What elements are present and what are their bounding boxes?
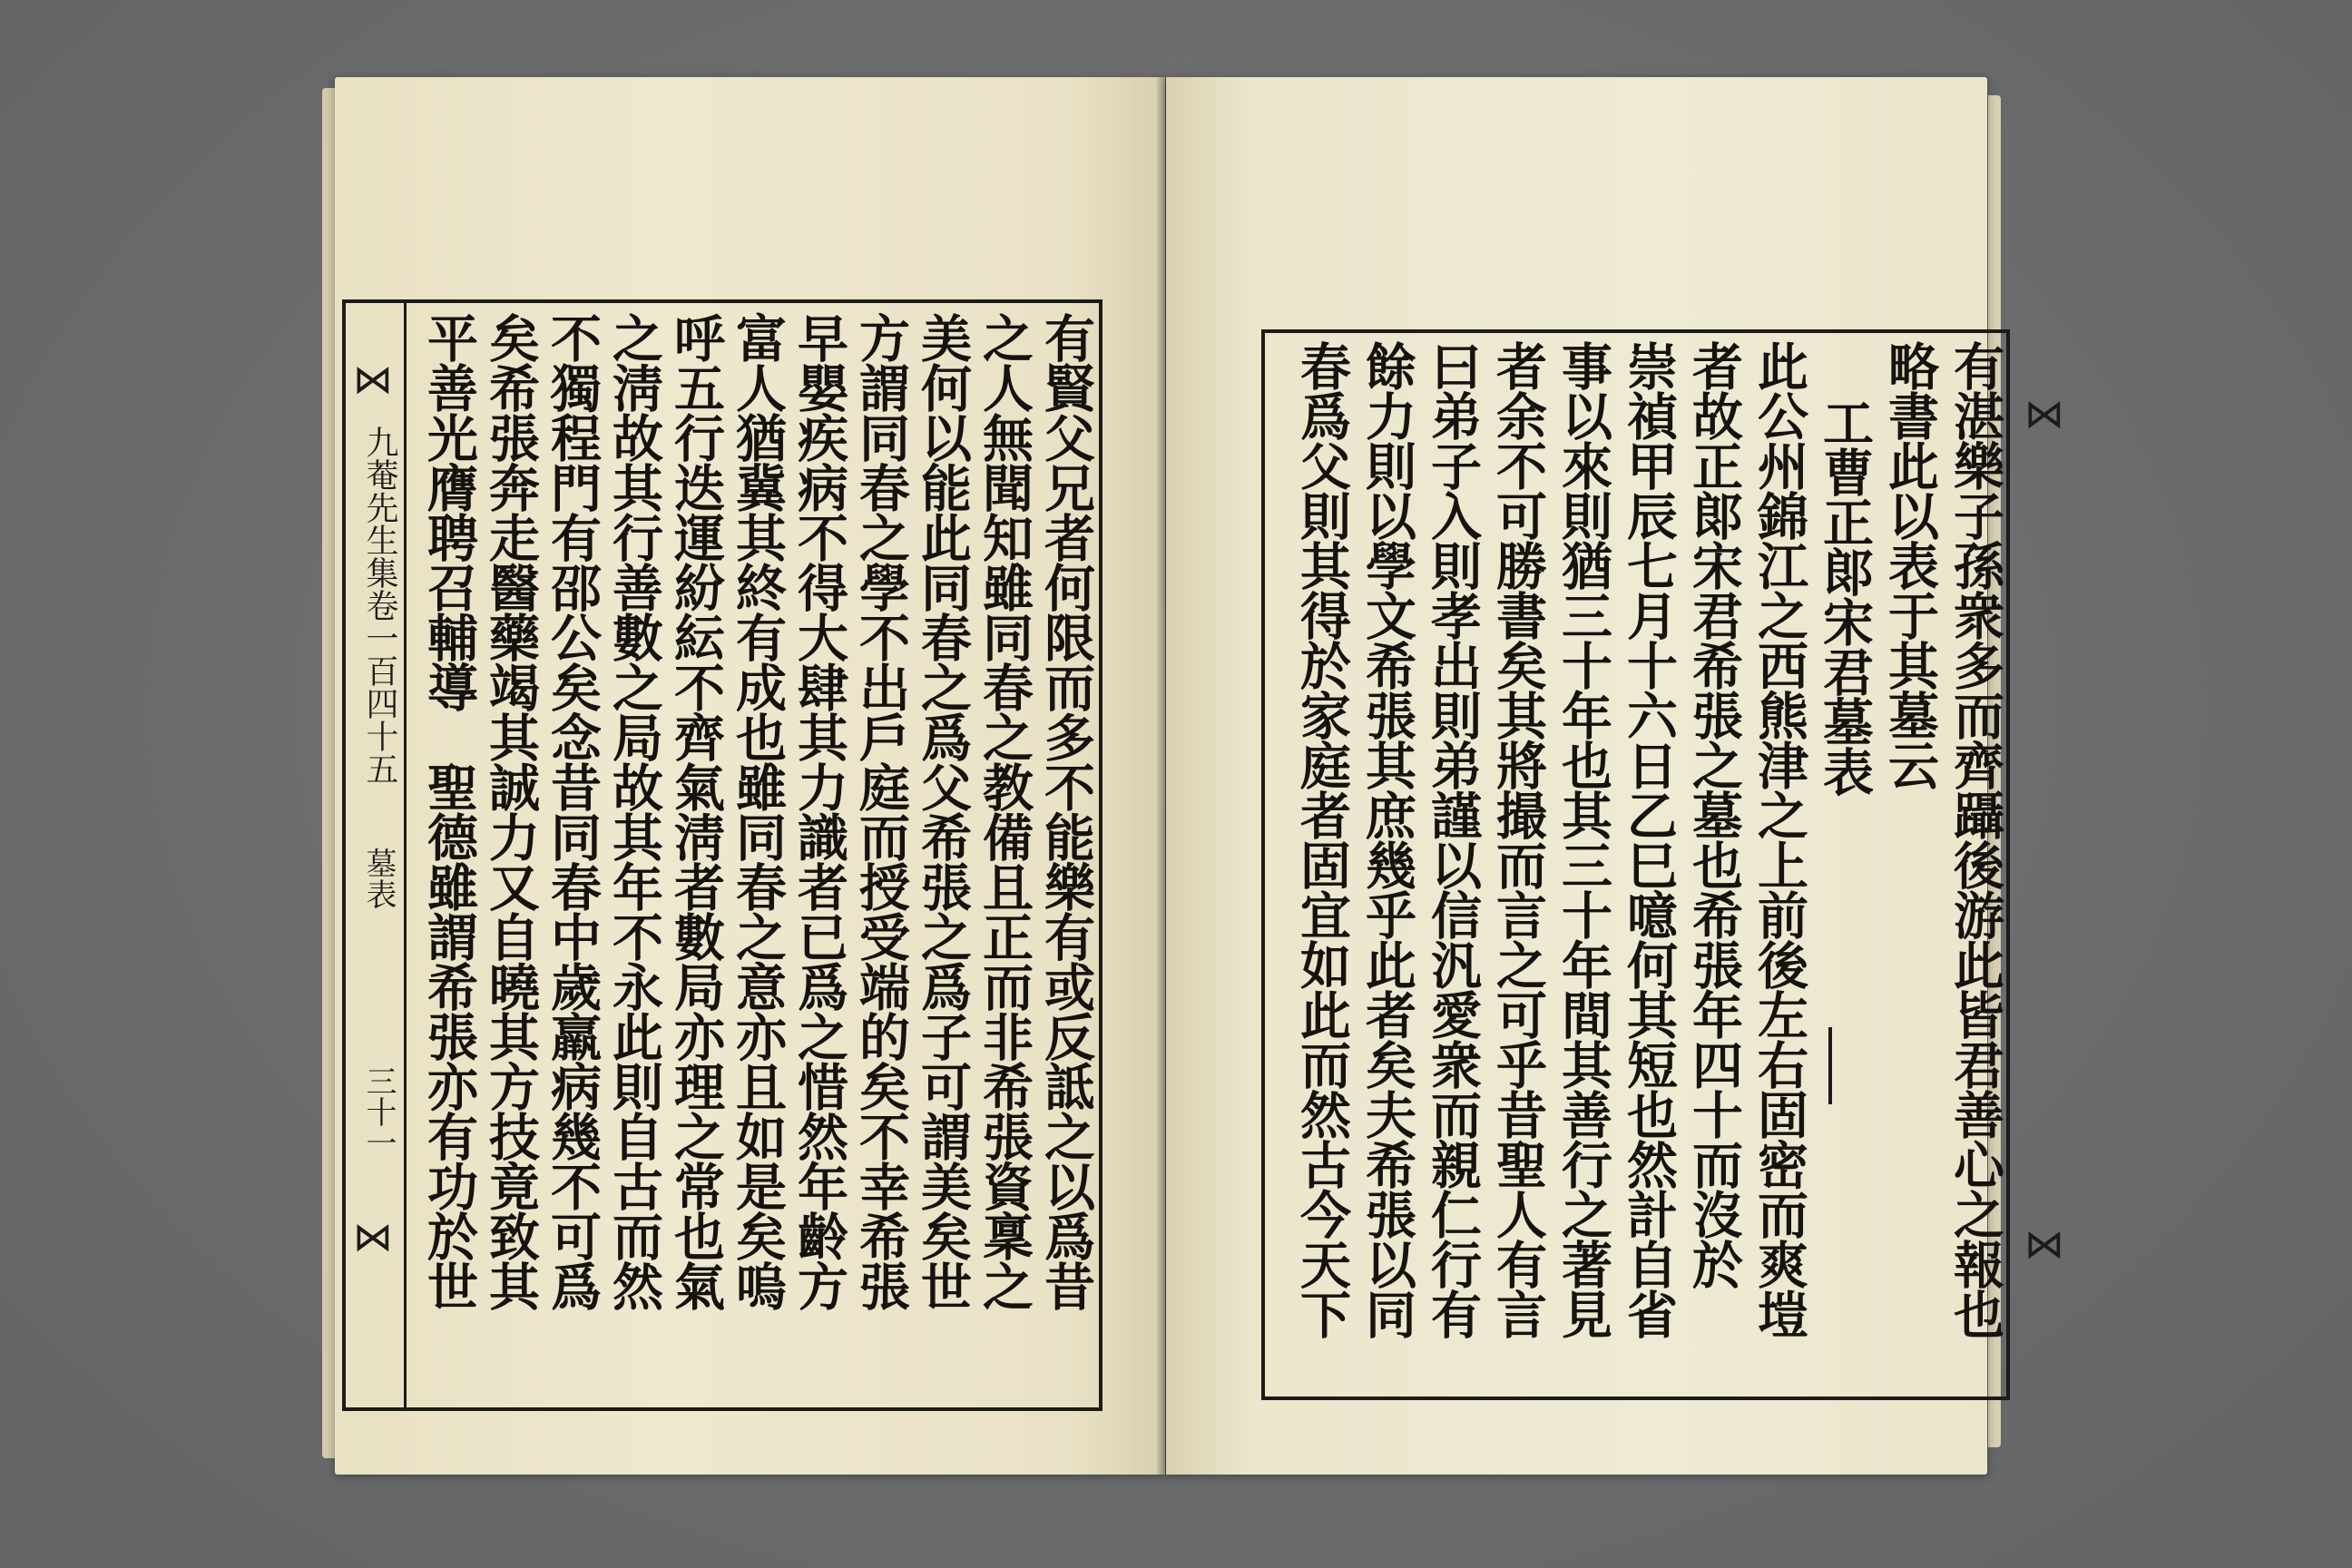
text-column: 早嬰疾病不得大肆其力識者已爲之惜然年齡方: [789, 312, 849, 1310]
text-column: 者余不可勝書矣其將撮而言之可乎昔聖人有言: [1488, 340, 1548, 1338]
text-column: 者故正郞宋君希張之墓也希張年四十而沒於: [1684, 340, 1744, 1289]
text-column: 此公州錦江之西熊津之上前後左右固密而爽塏: [1749, 340, 1809, 1338]
text-column: 春爲父則其得於家庭者固宜如此而然古今天下: [1292, 340, 1352, 1338]
column-divider-mark: [1828, 1027, 1832, 1104]
left-page: [335, 77, 1165, 1475]
text-column: 呼五行迭運紛紜不齊氣淸者數局亦理之常也氣: [666, 312, 726, 1310]
block-margin-column: [344, 303, 407, 1407]
fish-tail-ornament-bottom-icon: ⋈: [2024, 1221, 2064, 1268]
open-book: [322, 77, 2064, 1475]
margin-page-number: 三十一: [360, 1065, 397, 1158]
fish-tail-ornament-top-icon: ⋈: [2024, 391, 2064, 437]
text-column: 平善光膺聘召輔導 聖德雖謂希張亦有功於世: [419, 312, 479, 1310]
text-column: 崇禎甲辰七月十六日乙巳噫何其短也然計自省: [1619, 340, 1679, 1338]
text-column: 餘力則以學文希張其庶幾乎此者矣夫希張以同: [1357, 340, 1417, 1338]
text-column: 方謂同春之學不出戶庭而授受端的矣不幸希張: [851, 312, 911, 1310]
fish-tail-ornament-bottom-icon: ⋈: [353, 1214, 393, 1260]
margin-section-title: 墓表: [360, 848, 397, 909]
text-column: 不獨程門有邵公矣念昔同春中歲羸病幾不可爲: [543, 312, 603, 1310]
margin-book-title: 九菴先生集卷一百四十五: [361, 426, 398, 785]
text-column: 有湛樂子孫衆多而齊躡後游此皆君善心之報也: [1945, 340, 2005, 1338]
text-column: 略書此以表于其墓云: [1880, 340, 1940, 789]
text-column: 之人無聞知雖同春之教備且正而非希張資稟之: [975, 312, 1034, 1310]
text-column: 有賢父兄者何限而多不能樂有或反詆之以爲昔: [1036, 312, 1096, 1310]
right-page-frame: [1261, 329, 2064, 1400]
right-page: [1166, 77, 2064, 1475]
text-column-heading: 工曹正郞宋君墓表: [1815, 397, 1875, 796]
text-column: 之淸故其行善數之局故其年不永此則自古而然: [604, 312, 664, 1310]
fish-tail-ornament-top-icon: ⋈: [353, 357, 393, 403]
text-column: 曰弟子入則孝出則弟謹以信汎愛衆而親仁行有: [1423, 340, 1483, 1338]
text-column: 事以來則猶三十年也其三十年間其善行之著見: [1553, 340, 1613, 1338]
left-page-frame: [342, 299, 1102, 1411]
text-column: 矣希張奔走醫藥竭其誠力又自曉其方技竟致其: [481, 312, 541, 1310]
text-column: 富人猶冀其終有成也雖同春之意亦且如是矣嗚: [728, 312, 788, 1310]
text-column: 美何以能此同春之爲父希張之爲子可謂美矣世: [913, 312, 973, 1310]
